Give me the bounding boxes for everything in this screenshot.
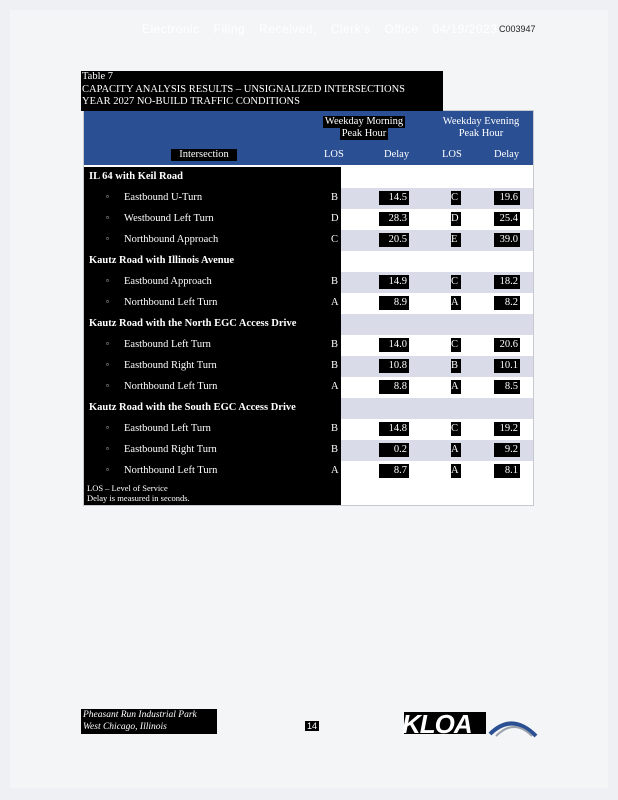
movement-label: Eastbound Approach (124, 276, 212, 287)
page-number: 14 (307, 721, 318, 731)
am-peak-header: Weekday Morning Peak Hour (324, 116, 404, 139)
filing-stamp: Electronic Filing Received, Clerk's Office 04/19/2023 (142, 22, 498, 36)
am-delay-cell: 8.9 (379, 296, 409, 310)
note-los: LOS – Level of Service (87, 483, 168, 493)
pm-los-cell: C (451, 338, 461, 352)
table-row (84, 440, 533, 461)
document-id: C003947 (499, 24, 536, 34)
section-row (84, 251, 533, 272)
bullet-icon: ▫ (106, 465, 109, 474)
am-los-cell: A (331, 464, 341, 478)
pm-los-cell: D (451, 212, 461, 226)
section-label: Kautz Road with the South EGC Access Drive (89, 402, 296, 413)
table-row (84, 293, 533, 314)
pm-los-cell: B (451, 359, 461, 373)
bullet-icon: ▫ (106, 213, 109, 222)
am-los-cell: A (331, 380, 341, 394)
footer-project-location: West Chicago, Illinois (83, 722, 167, 732)
section-label: IL 64 with Keil Road (89, 171, 183, 182)
intersection-column-header: Intersection (171, 149, 237, 161)
kloa-logo (400, 708, 538, 738)
pm-los-header: LOS (442, 149, 462, 160)
am-delay-header: Delay (384, 149, 410, 160)
table-header (84, 111, 533, 165)
pm-delay-cell: 8.2 (494, 296, 520, 310)
pm-delay-cell: 8.1 (494, 464, 520, 478)
table-title (81, 71, 443, 111)
am-los-cell: A (331, 296, 341, 310)
pm-delay-cell: 8.5 (494, 380, 520, 394)
am-delay-cell: 14.8 (379, 422, 409, 436)
section-label: Kautz Road with the North EGC Access Drive (89, 318, 297, 329)
am-los-cell: B (331, 191, 341, 205)
section-row (84, 167, 533, 188)
am-los-cell: D (331, 212, 341, 226)
pm-delay-cell: 18.2 (494, 275, 520, 289)
footer-project (81, 709, 217, 734)
bullet-icon: ▫ (106, 339, 109, 348)
pm-delay-cell: 9.2 (494, 443, 520, 457)
bullet-icon: ▫ (106, 276, 109, 285)
pm-los-cell: A (451, 443, 461, 457)
am-los-header: LOS (324, 149, 344, 160)
am-los-cell: B (331, 338, 341, 352)
am-los-cell: B (331, 359, 341, 373)
bullet-icon: ▫ (106, 423, 109, 432)
pm-los-cell: C (451, 275, 461, 289)
pm-peak-header: Weekday Evening Peak Hour (442, 116, 520, 139)
movement-label: Eastbound Right Turn (124, 444, 217, 455)
results-table (83, 110, 534, 506)
pm-los-cell: A (451, 296, 461, 310)
pm-delay-header: Delay (494, 149, 520, 160)
am-delay-cell: 10.8 (379, 359, 409, 373)
am-delay-cell: 14.9 (379, 275, 409, 289)
table-row (84, 272, 533, 293)
table-row (84, 356, 533, 377)
table-row (84, 188, 533, 209)
movement-label: Northbound Approach (124, 234, 219, 245)
bullet-icon: ▫ (106, 360, 109, 369)
pm-los-cell: A (451, 464, 461, 478)
movement-label: Eastbound U-Turn (124, 192, 203, 203)
table-heading: CAPACITY ANALYSIS RESULTS – UNSIGNALIZED INTERSECTIONS (82, 83, 406, 95)
pm-los-cell: C (451, 191, 461, 205)
table-row (84, 419, 533, 440)
pm-los-cell: E (451, 233, 461, 247)
bullet-icon: ▫ (106, 234, 109, 243)
section-row (84, 398, 533, 419)
movement-label: Eastbound Left Turn (124, 423, 211, 434)
am-los-cell: C (331, 233, 341, 247)
movement-label: Northbound Left Turn (124, 297, 218, 308)
section-label: Kautz Road with Illinois Avenue (89, 255, 235, 266)
logo-text: KLOA (402, 709, 472, 739)
am-los-cell: B (331, 443, 341, 457)
pm-delay-cell: 20.6 (494, 338, 520, 352)
am-delay-cell: 8.7 (379, 464, 409, 478)
bullet-icon: ▫ (106, 297, 109, 306)
movement-label: Westbound Left Turn (124, 213, 214, 224)
bullet-icon: ▫ (106, 192, 109, 201)
pm-delay-cell: 39.0 (494, 233, 520, 247)
bullet-icon: ▫ (106, 381, 109, 390)
section-row (84, 314, 533, 335)
pm-los-cell: C (451, 422, 461, 436)
am-delay-cell: 14.0 (379, 338, 409, 352)
pm-delay-cell: 25.4 (494, 212, 520, 226)
pm-los-cell: A (451, 380, 461, 394)
table-number: Table 7 (82, 71, 114, 82)
footer-project-name: Pheasant Run Industrial Park (83, 710, 197, 720)
am-los-cell: B (331, 275, 341, 289)
table-row (84, 377, 533, 398)
table-notes (87, 483, 190, 503)
movement-label: Northbound Left Turn (124, 381, 218, 392)
table-row (84, 335, 533, 356)
movement-label: Eastbound Left Turn (124, 339, 211, 350)
table-subheading: YEAR 2027 NO-BUILD TRAFFIC CONDITIONS (82, 96, 300, 107)
table-row (84, 230, 533, 251)
am-delay-cell: 0.2 (379, 443, 409, 457)
am-los-cell: B (331, 422, 341, 436)
am-delay-cell: 8.8 (379, 380, 409, 394)
table-row (84, 461, 533, 482)
am-delay-cell: 28.3 (379, 212, 409, 226)
note-delay: Delay is measured in seconds. (87, 493, 190, 503)
table-row (84, 209, 533, 230)
pm-delay-cell: 10.1 (494, 359, 520, 373)
bullet-icon: ▫ (106, 444, 109, 453)
pm-delay-cell: 19.6 (494, 191, 520, 205)
movement-label: Northbound Left Turn (124, 465, 218, 476)
movement-label: Eastbound Right Turn (124, 360, 217, 371)
am-delay-cell: 14.5 (379, 191, 409, 205)
pm-delay-cell: 19.2 (494, 422, 520, 436)
am-delay-cell: 20.5 (379, 233, 409, 247)
